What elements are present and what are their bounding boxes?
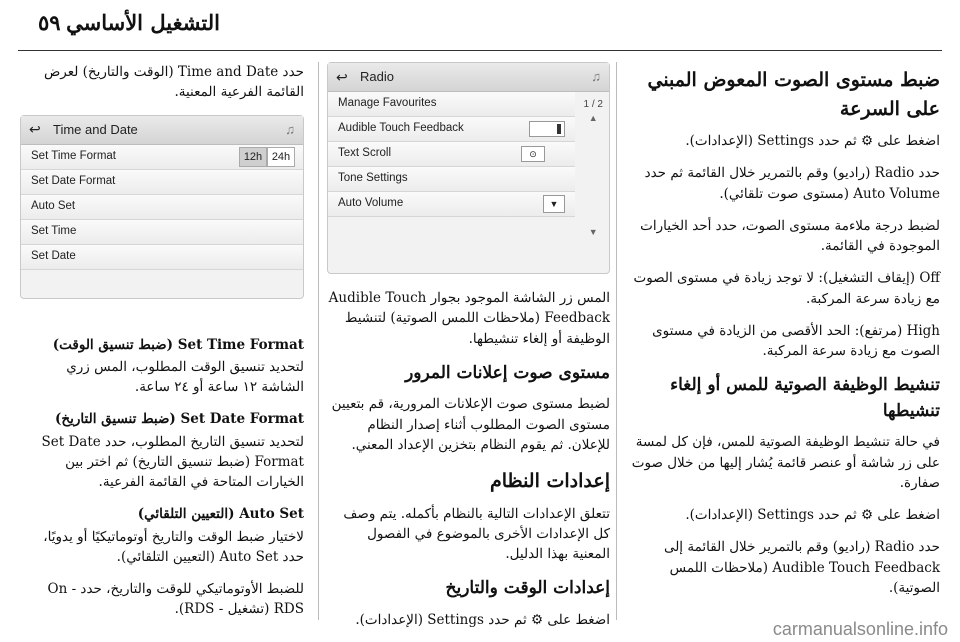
heading-system-settings: إعدادات النظام: [489, 470, 610, 492]
heading-auto-volume: ضبط مستوى الصوت المعوض المبني على السرعة: [647, 69, 940, 120]
dropdown-icon[interactable]: ▼: [543, 195, 565, 213]
paragraph: حدد Radio (راديو) وقم بالتمرير خلال القائمة ثم حدد Auto Volume (مستوى صوت تلقائي).: [644, 165, 940, 202]
paragraph: حدد Time and Date (الوقت والتاريخ) لعرض القائمة الفرعية المعنية.: [43, 64, 304, 101]
pager-label: 1 / 2: [583, 99, 603, 110]
paragraph: Off (إيقاف التشغيل): لا توجد زيادة في مستوى الصوت مع زيادة سرعة المركبة.: [633, 270, 940, 307]
menu-item-tone-settings[interactable]: Tone Settings: [328, 167, 575, 192]
menu-item-manage-favourites[interactable]: Manage Favourites: [328, 92, 575, 117]
menu-item-audible-touch-feedback[interactable]: Audible Touch Feedback: [328, 117, 575, 142]
24h-button[interactable]: 24h: [267, 147, 295, 167]
paragraph: اضغط على ⚙ ثم حدد Settings (الإعدادات).: [685, 507, 940, 523]
page-header: [0, 0, 960, 48]
scroll-up-icon[interactable]: ▲: [588, 113, 598, 123]
heading-time-date: إعدادات الوقت والتاريخ: [445, 578, 610, 599]
scroll-down-icon[interactable]: ▼: [588, 226, 598, 237]
subheading: Set Date Format (ضبط تنسيق التاريخ): [55, 411, 304, 428]
subheading: Auto Set (التعيين التلقائي): [137, 506, 304, 523]
music-note-icon: ♫: [591, 69, 601, 85]
watermark: carmanualsonline.info: [772, 619, 948, 639]
menu-item-auto-volume[interactable]: Auto Volume ▼: [328, 192, 575, 217]
paragraph: للضبط الأوتوماتيكي للوقت والتاريخ، حدد On - RDS (تشغيل - RDS).: [47, 581, 304, 618]
music-note-icon: ♫: [285, 121, 295, 137]
radio-screen: [327, 62, 610, 274]
time-date-screen-title: Time and Date: [53, 121, 138, 137]
back-icon[interactable]: ↩: [29, 121, 41, 137]
column-divider: [318, 62, 319, 620]
right-column: [624, 62, 940, 610]
section-title: التشغيل الأساسي: [66, 10, 220, 35]
paragraph: اضغط على ⚙ ثم حدد Settings (الإعدادات).: [355, 611, 610, 628]
paragraph: لتحديد تنسيق التاريخ المطلوب، حدد Set Date Format (ضبط تنسيق التاريخ) ثم اختر بين الخيارات المتاحة في القائمة الفرعية.: [41, 433, 304, 490]
radio-screen-title: Radio: [360, 69, 394, 85]
paragraph: لضبط مستوى صوت الإعلانات المرورية، قم بتعيين مستوى الصوت المطلوب أثناء إصدار النظام للإعلان. ثم يقوم النظام بتخزين الإعداد المعني.: [331, 396, 610, 453]
toggle-switch[interactable]: [529, 121, 565, 137]
paragraph: لاختيار ضبط الوقت والتاريخ أوتوماتيكيًا أو يدويًا، حدد Auto Set (التعيين التلقائي).: [43, 528, 304, 565]
paragraph: لتحديد تنسيق الوقت المطلوب، المس زري الشاشة ١٢ ساعة أو ٢٤ ساعة.: [66, 358, 304, 395]
paragraph: اضغط على ⚙ ثم حدد Settings (الإعدادات).: [685, 133, 940, 149]
menu-item-auto-set[interactable]: Auto Set: [21, 195, 303, 220]
radio-screen-title-bar: [328, 63, 609, 92]
back-icon[interactable]: ↩: [336, 68, 348, 85]
menu-item-text-scroll[interactable]: Text Scroll ⊙: [328, 142, 575, 167]
paragraph: تتعلق الإعدادات التالية بالنظام بأكمله. يتم وصف كل الإعدادات الأخرى بالموضوع في الفصول المعنية بهذا الدليل.: [343, 505, 610, 562]
time-date-screen: [20, 115, 304, 299]
time-format-toggle: [239, 147, 295, 167]
time-date-screen-title-bar: [21, 116, 303, 145]
column-divider: [616, 62, 617, 620]
menu-item-set-time-format[interactable]: Set Time Format 12h 24h: [21, 145, 303, 170]
heading-traffic-volume: مستوى صوت إعلانات المرور: [405, 362, 610, 383]
heading-touch-feedback: تنشيط الوظيفة الصوتية للمس أو إلغاء تنشيطها: [670, 375, 940, 421]
header-divider: [18, 50, 942, 51]
radio-button-icon[interactable]: ⊙: [521, 146, 545, 162]
menu-item-set-date-format[interactable]: Set Date Format: [21, 170, 303, 195]
menu-item-set-time[interactable]: Set Time: [21, 220, 303, 245]
paragraph: حدد Radio (راديو) وقم بالتمرير خلال القائمة إلى Audible Touch Feedback (ملاحظات اللمس الصوتية).: [663, 539, 940, 596]
paragraph: في حالة تنشيط الوظيفة الصوتية للمس، فإن كل لمسة على زر شاشة أو عنصر قائمة يُشار إليها من خلال صوت صفارة.: [631, 434, 940, 491]
page-number: ٥٩: [38, 10, 61, 35]
middle-column: [327, 62, 610, 642]
pager: [584, 97, 603, 239]
subheading: Set Time Format (ضبط تنسيق الوقت): [52, 336, 304, 353]
paragraph: المس زر الشاشة الموجود بجوار Audible Touch Feedback (ملاحظات اللمس الصوتية) لتنشيط الوظيفة أو إلغاء تنشيطها.: [328, 290, 610, 347]
paragraph: High (مرتفع): الحد الأقصى من الزيادة في مستوى الصوت مع زيادة سرعة المركبة.: [652, 322, 940, 359]
12h-button[interactable]: 12h: [239, 147, 267, 167]
paragraph: لضبط درجة ملاءمة مستوى الصوت، حدد أحد الخيارات الموجودة في القائمة.: [640, 217, 940, 254]
left-column: [20, 62, 304, 632]
menu-item-set-date[interactable]: Set Date: [21, 245, 303, 270]
